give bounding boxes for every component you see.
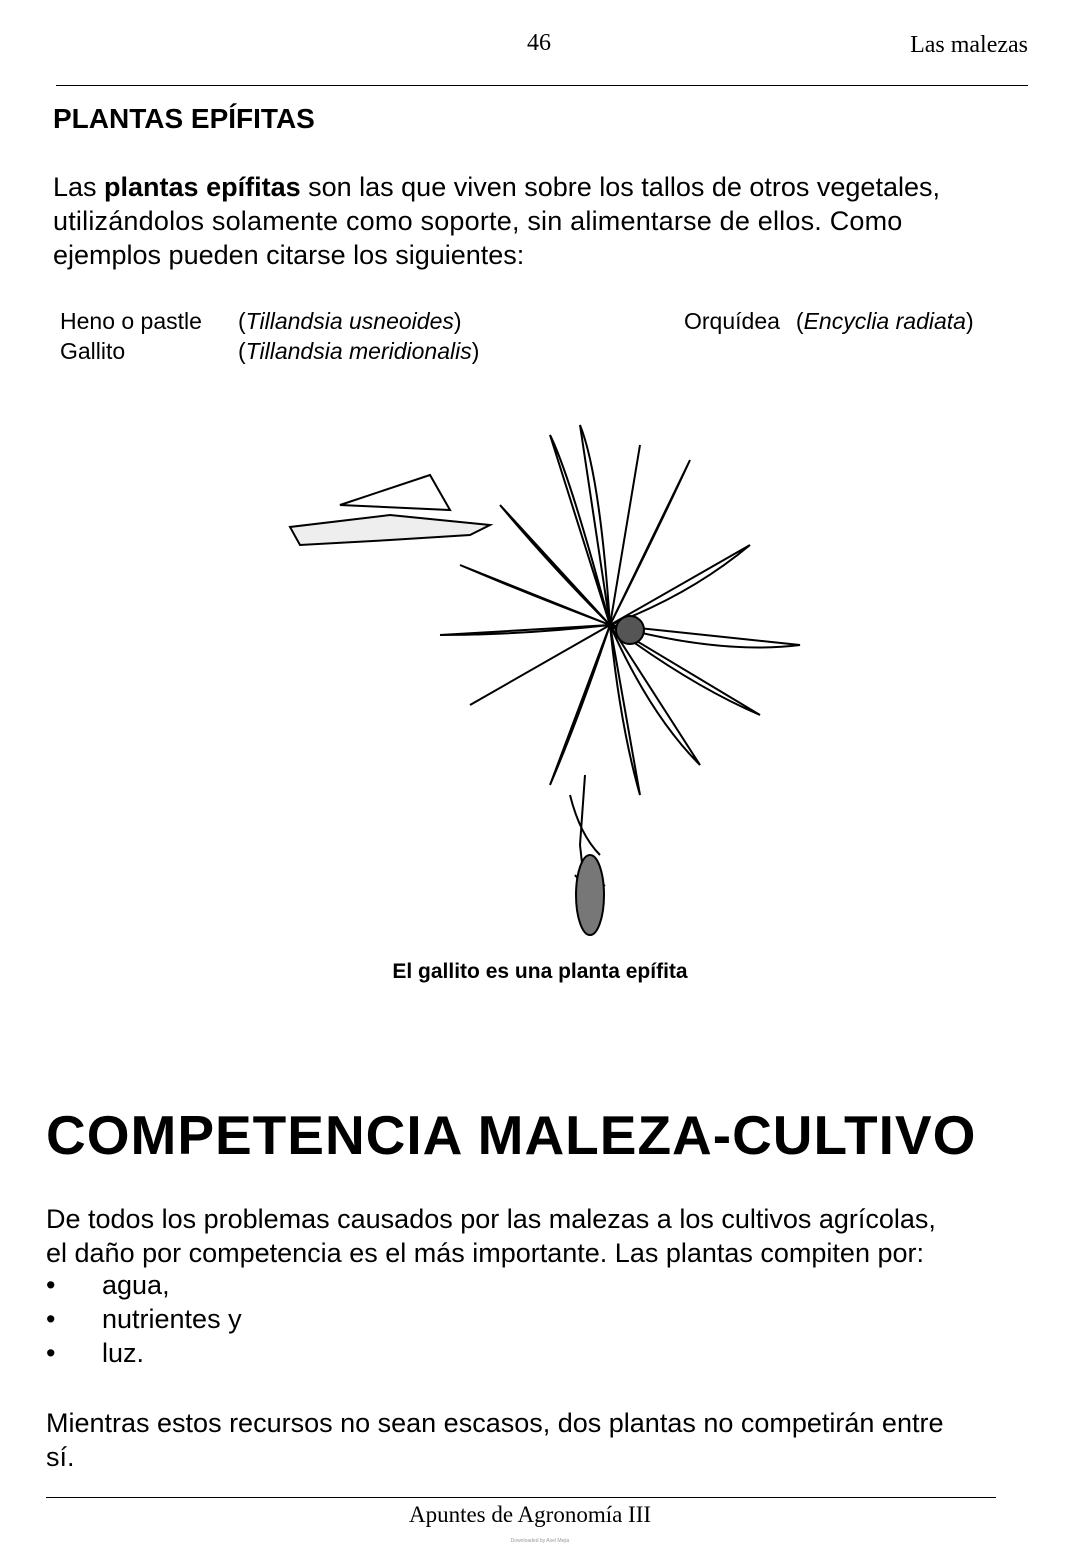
example-item: Gallito (Tillandsia meridionalis) <box>60 338 480 364</box>
common-name: Heno o pastle <box>60 308 202 334</box>
list-item <box>46 1268 242 1302</box>
competencia-paragraph <box>46 1202 1036 1270</box>
list-item <box>46 1336 242 1370</box>
bullet-icon: • <box>46 1270 56 1300</box>
common-name: Orquídea <box>684 308 780 334</box>
scientific-name: Tillandsia usneoides <box>245 308 454 334</box>
list-item-text: nutrientes y <box>102 1304 242 1334</box>
para-text: son las que viven sobre los tallos de otros vegetales, <box>300 172 940 202</box>
list-item-text: agua, <box>102 1270 170 1300</box>
para-text: Mientras estos recursos no sean escasos, dos plantas no competirán entre <box>46 1408 944 1438</box>
list-item-text: luz. <box>102 1338 145 1368</box>
example-item: Heno o pastle (Tillandsia usneoides) <box>60 308 462 334</box>
common-name: Gallito <box>60 338 126 364</box>
resources-list <box>46 1268 242 1370</box>
scientific-name: Tillandsia meridionalis <box>245 338 472 364</box>
gallito-plant-illustration <box>280 415 810 950</box>
page-number: 46 <box>527 30 551 56</box>
examples-list <box>60 306 479 366</box>
bullet-icon: • <box>46 1338 56 1368</box>
bullet-icon: • <box>46 1304 56 1334</box>
para-text: sí. <box>46 1442 75 1472</box>
header-rule <box>56 85 1028 86</box>
running-title: Las malezas <box>910 32 1028 58</box>
scientific-name: Encyclia radiata <box>803 308 966 334</box>
para-bold-term: plantas epífitas <box>104 172 301 202</box>
section-heading-competencia: COMPETENCIA MALEZA-CULTIVO <box>46 1104 977 1166</box>
para-text: De todos los problemas causados por las malezas a los cultivos agrícolas, <box>46 1204 936 1234</box>
footer-rule <box>46 1497 996 1498</box>
para-text: ejemplos pueden citarse los siguientes: <box>53 240 525 270</box>
list-item <box>46 1302 242 1336</box>
epifitas-paragraph <box>53 170 1033 272</box>
section-heading-epifitas: PLANTAS EPÍFITAS <box>53 103 315 134</box>
figure-caption: El gallito es una planta epífita <box>392 960 688 983</box>
download-note: Downloaded by Axel Mejia <box>510 1538 570 1544</box>
para-text: utilizándolos solamente como soporte, sin alimentarse de ellos. Como <box>53 206 903 236</box>
para-text: el daño por competencia es el más importante. Las plantas compiten por: <box>46 1238 924 1268</box>
closing-paragraph <box>46 1406 1036 1474</box>
example-item: Orquídea (Encyclia radiata) <box>684 308 974 334</box>
footer-title: Apuntes de Agronomía III <box>408 1502 652 1527</box>
para-text: Las <box>53 172 105 202</box>
